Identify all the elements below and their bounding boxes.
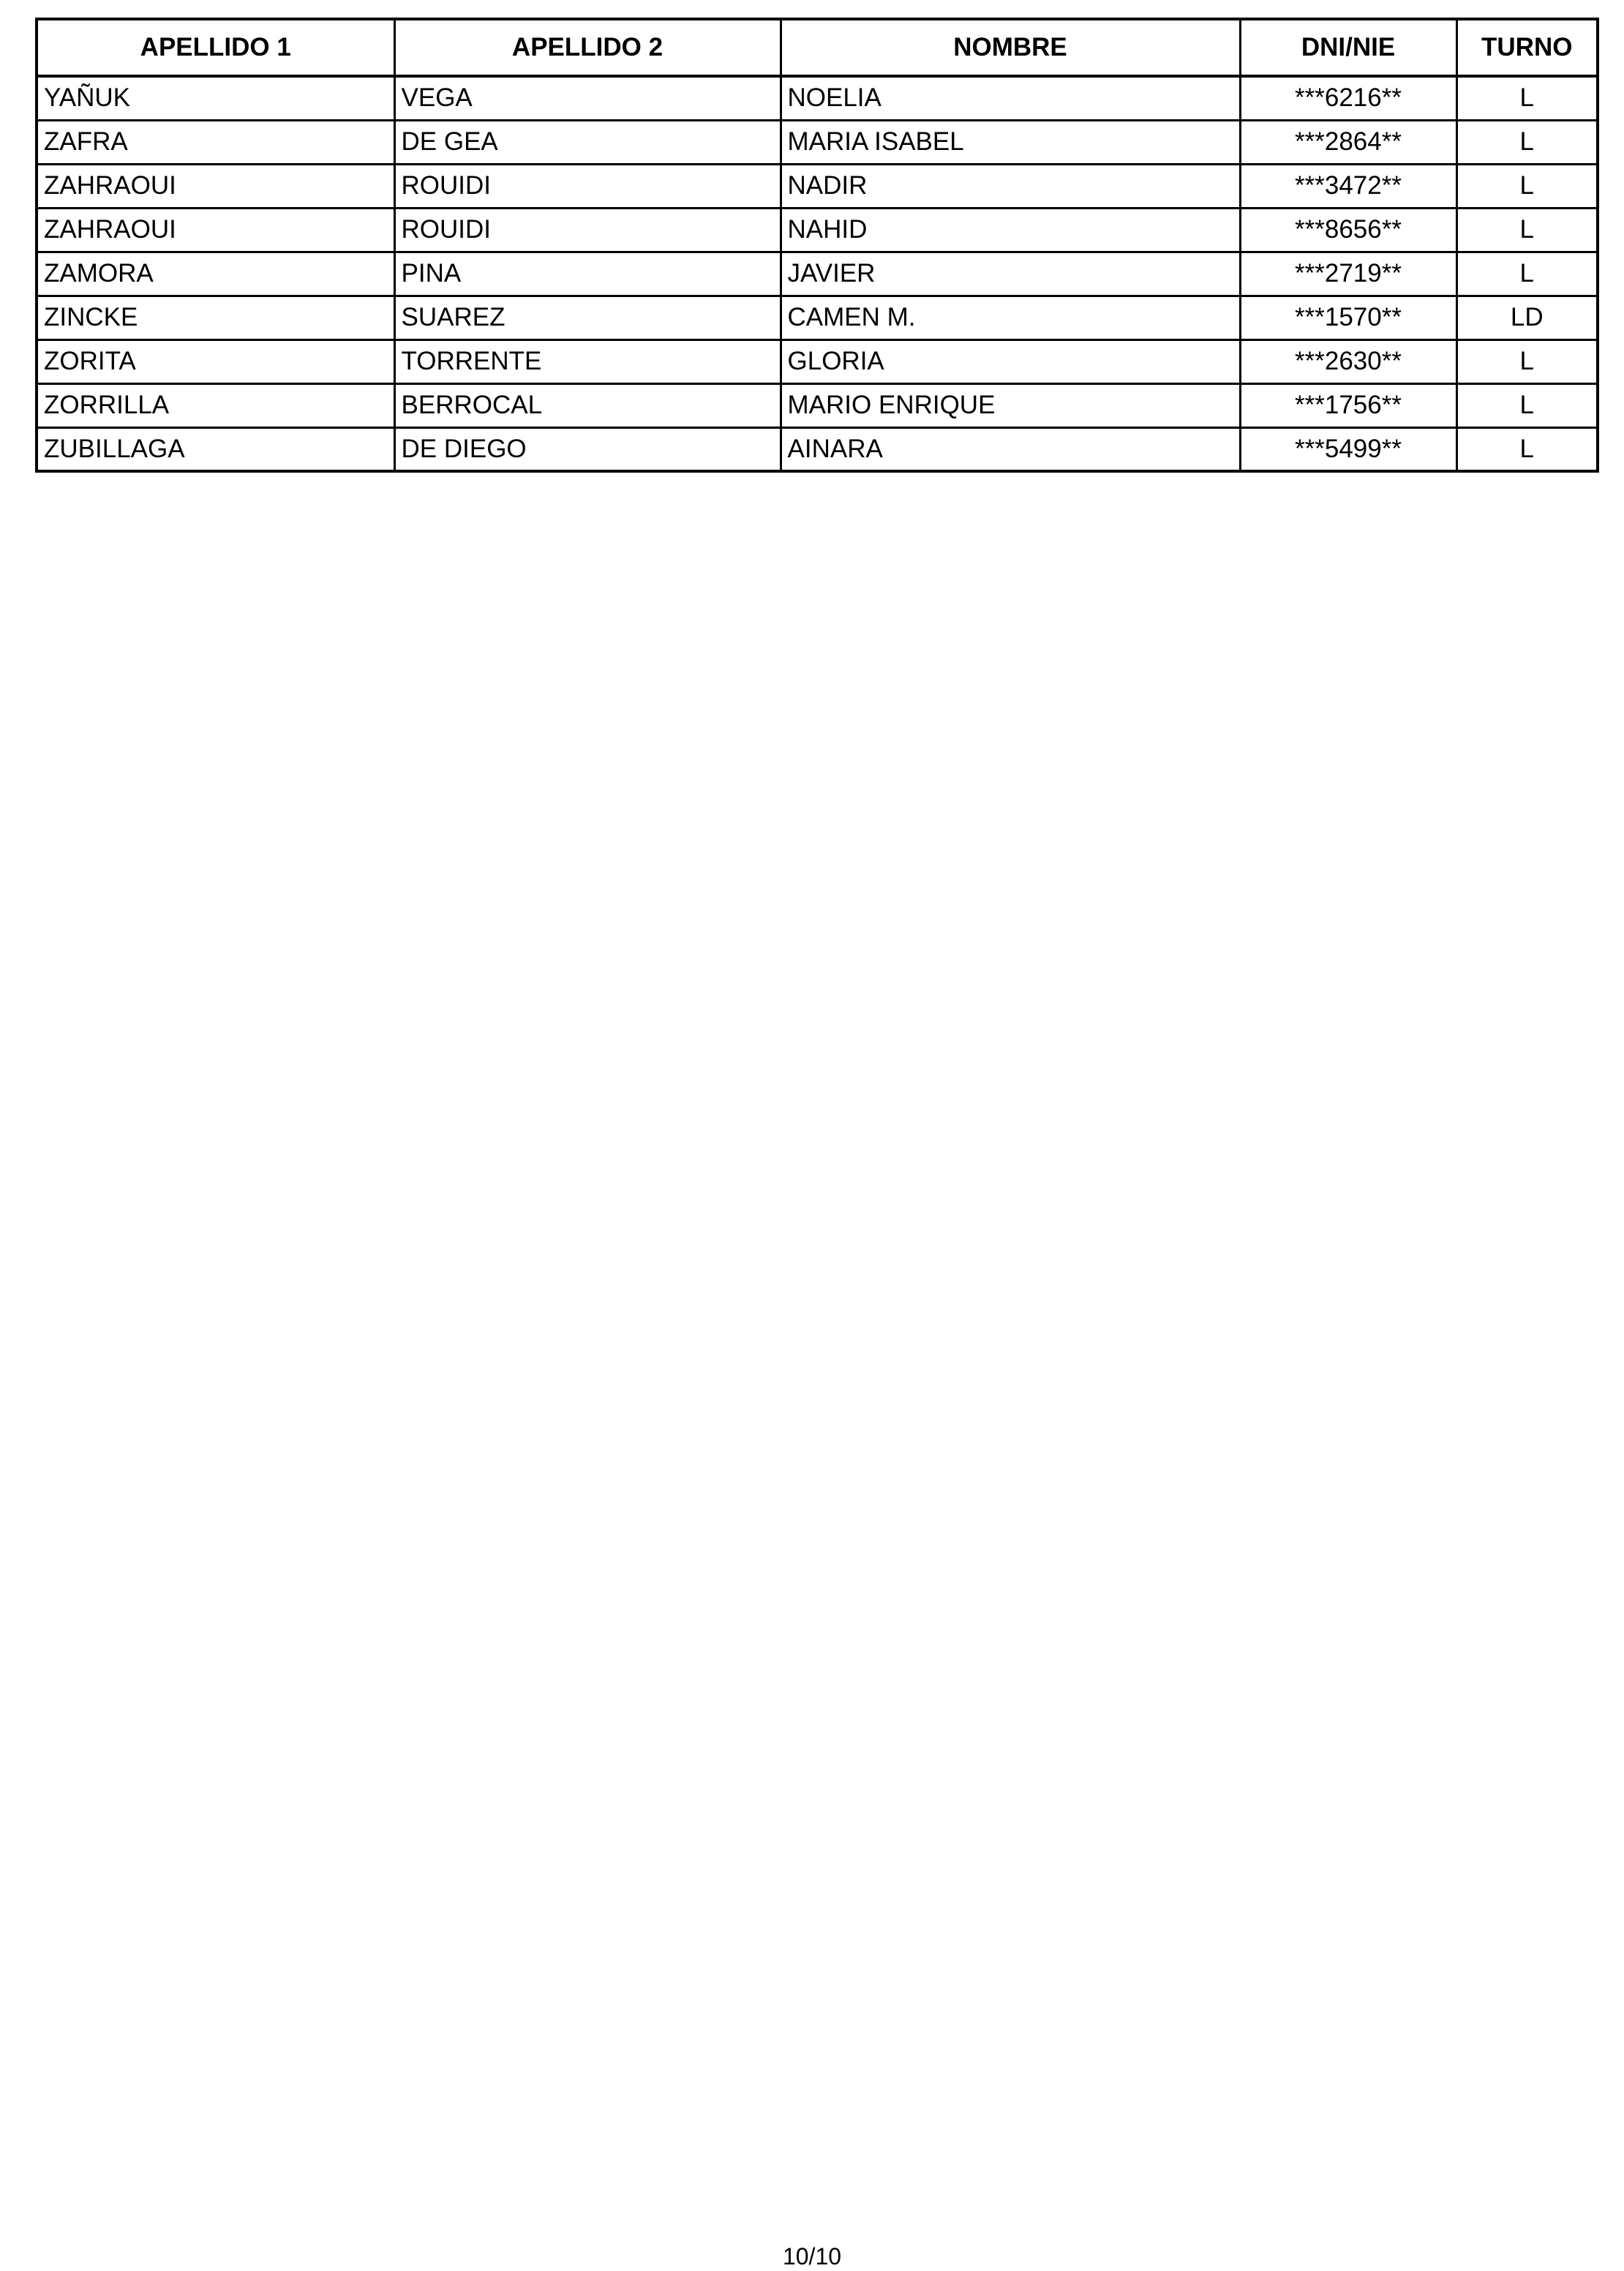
cell-nombre: MARIO ENRIQUE	[781, 383, 1240, 427]
table-row	[37, 120, 1598, 164]
cell-apellido-1: ZORITA	[37, 339, 394, 383]
cell-apellido-2: TORRENTE	[394, 339, 781, 383]
cell-apellido-1: ZAMORA	[37, 252, 394, 296]
cell-apellido-2: ROUIDI	[394, 164, 781, 208]
cell-dni-nie: ***1570**	[1240, 296, 1456, 339]
page-number: 10/10	[782, 2243, 842, 2270]
cell-apellido-2: ROUIDI	[394, 208, 781, 252]
cell-turno: L	[1456, 252, 1598, 296]
cell-apellido-2: DE DIEGO	[394, 427, 781, 471]
cell-apellido-1: ZUBILLAGA	[37, 427, 394, 471]
cell-turno: L	[1456, 120, 1598, 164]
cell-nombre: AINARA	[781, 427, 1240, 471]
cell-nombre: JAVIER	[781, 252, 1240, 296]
table-row	[37, 252, 1598, 296]
cell-turno: L	[1456, 76, 1598, 120]
cell-dni-nie: ***2864**	[1240, 120, 1456, 164]
table-row	[37, 164, 1598, 208]
cell-apellido-1: ZAHRAOUI	[37, 164, 394, 208]
cell-dni-nie: ***2719**	[1240, 252, 1456, 296]
cell-turno: L	[1456, 164, 1598, 208]
header-apellido-1: APELLIDO 1	[37, 19, 394, 76]
cell-turno: L	[1456, 427, 1598, 471]
header-dni-nie: DNI/NIE	[1240, 19, 1456, 76]
candidates-table	[35, 18, 1599, 473]
cell-apellido-2: VEGA	[394, 76, 781, 120]
cell-apellido-1: ZORRILLA	[37, 383, 394, 427]
cell-nombre: NOELIA	[781, 76, 1240, 120]
table-row	[37, 296, 1598, 339]
table-row	[37, 208, 1598, 252]
table-row	[37, 339, 1598, 383]
cell-apellido-1: ZAFRA	[37, 120, 394, 164]
table-row	[37, 383, 1598, 427]
table-header-row	[37, 19, 1598, 76]
header-turno: TURNO	[1456, 19, 1598, 76]
table-row	[37, 427, 1598, 471]
cell-apellido-1: YAÑUK	[37, 76, 394, 120]
cell-turno: L	[1456, 208, 1598, 252]
cell-apellido-2: PINA	[394, 252, 781, 296]
header-nombre: NOMBRE	[781, 19, 1240, 76]
cell-dni-nie: ***3472**	[1240, 164, 1456, 208]
cell-dni-nie: ***2630**	[1240, 339, 1456, 383]
cell-nombre: GLORIA	[781, 339, 1240, 383]
cell-nombre: MARIA ISABEL	[781, 120, 1240, 164]
header-apellido-2: APELLIDO 2	[394, 19, 781, 76]
cell-turno: L	[1456, 339, 1598, 383]
cell-dni-nie: ***1756**	[1240, 383, 1456, 427]
cell-dni-nie: ***8656**	[1240, 208, 1456, 252]
cell-nombre: NADIR	[781, 164, 1240, 208]
table-row	[37, 76, 1598, 120]
cell-apellido-1: ZAHRAOUI	[37, 208, 394, 252]
cell-nombre: NAHID	[781, 208, 1240, 252]
cell-dni-nie: ***5499**	[1240, 427, 1456, 471]
cell-dni-nie: ***6216**	[1240, 76, 1456, 120]
cell-apellido-1: ZINCKE	[37, 296, 394, 339]
cell-apellido-2: SUAREZ	[394, 296, 781, 339]
cell-apellido-2: DE GEA	[394, 120, 781, 164]
cell-turno: LD	[1456, 296, 1598, 339]
cell-apellido-2: BERROCAL	[394, 383, 781, 427]
cell-turno: L	[1456, 383, 1598, 427]
cell-nombre: CAMEN M.	[781, 296, 1240, 339]
